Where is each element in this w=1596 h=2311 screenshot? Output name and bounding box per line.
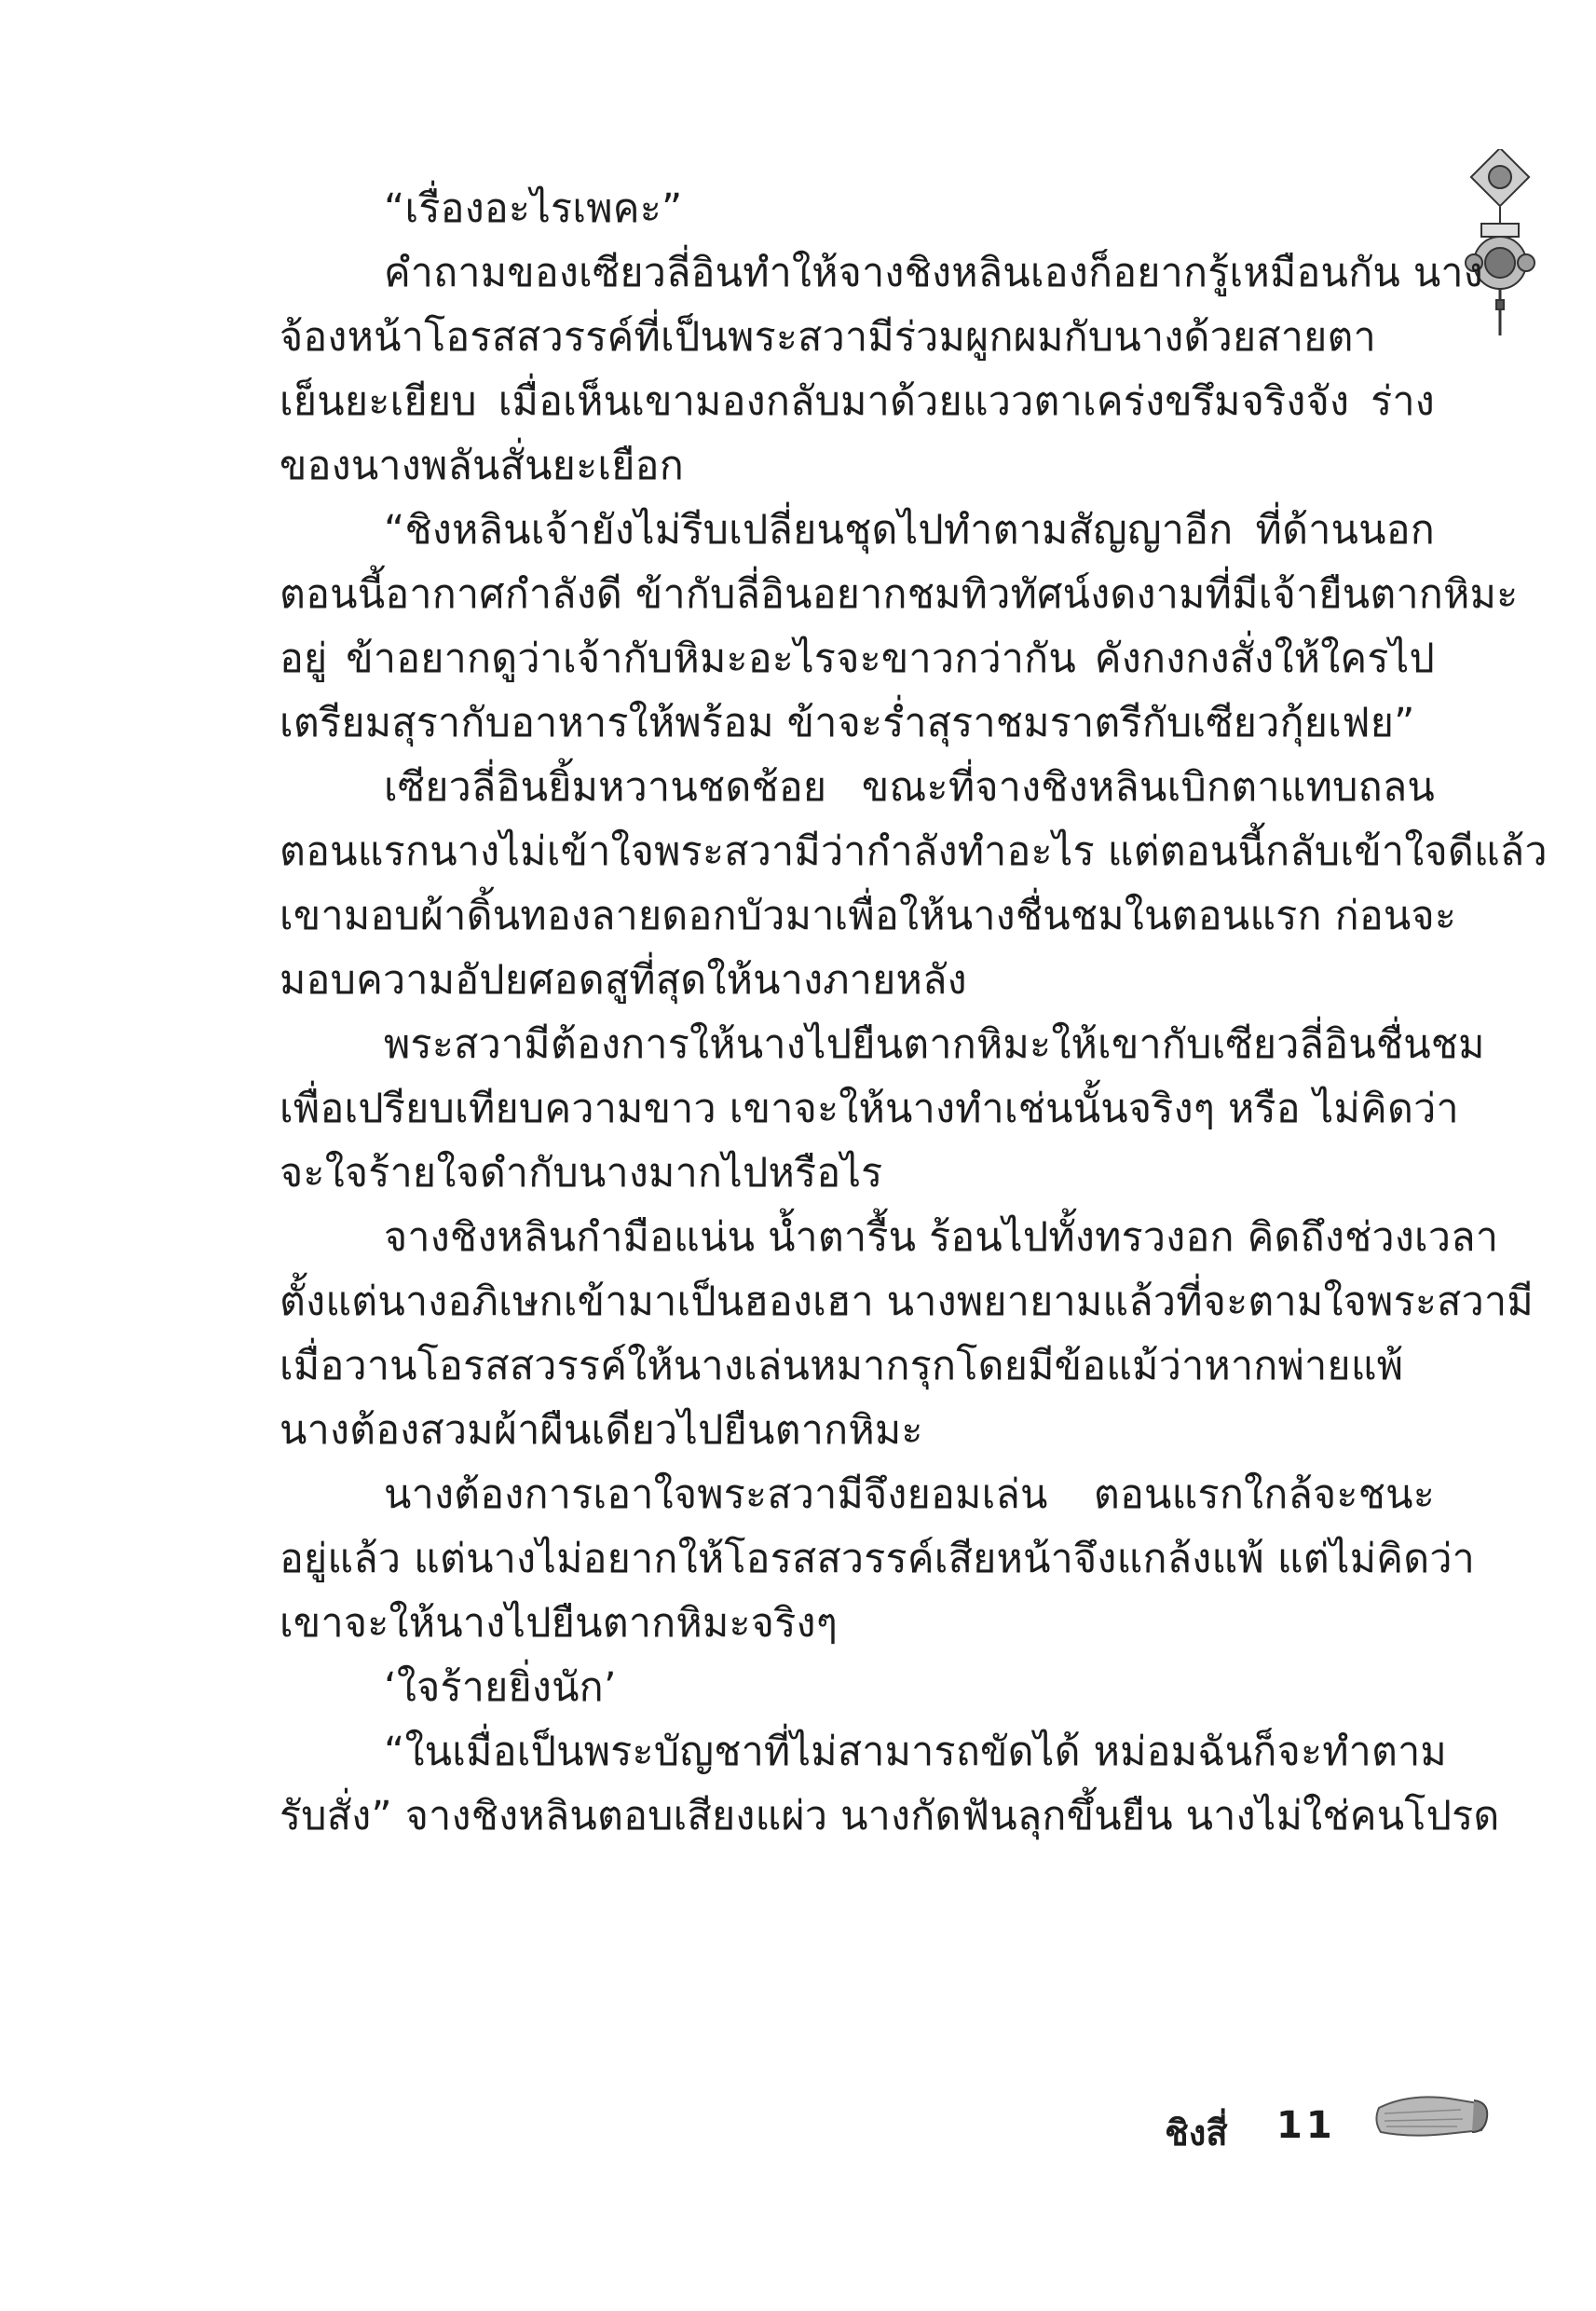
- body-text: [280, 177, 1548, 1849]
- page-footer: [1165, 2097, 1463, 2171]
- text-line: เย็นยะเยียบ เมื่อเห็นเขามองกลับมาด้วยแววตาเคร่งขรึมจริงจัง ร่าง: [280, 378, 1435, 425]
- text-line: “ชิงหลินเจ้ายังไม่รีบเปลี่ยนชุดไปทำตามสัญญาอีก ที่ด้านนอก: [384, 507, 1435, 554]
- scroll-icon: [1371, 2080, 1493, 2154]
- text-line: คำถามของเซียวลี่อินทำให้จางชิงหลินเองก็อยากรู้เหมือนกัน นาง: [384, 250, 1483, 296]
- text-line: เตรียมสุรากับอาหารให้พร้อม ข้าจะร่ำสุราชมราตรีกับเซียวกุ้ยเฟย”: [280, 700, 1415, 746]
- text-line: มอบความอัปยศอดสูที่สุดให้นางภายหลัง: [280, 957, 967, 1004]
- text-line: เขาจะให้นางไปยืนตากหิมะจริงๆ: [280, 1600, 838, 1647]
- text-line: “เรื่องอะไรเพคะ”: [384, 185, 683, 232]
- running-title: ชิงสี่: [1165, 2113, 1228, 2154]
- text-line: อยู่ ข้าอยากดูว่าเจ้ากับหิมะอะไรจะขาวกว่ากัน คังกงกงสั่งให้ใครไป: [280, 636, 1435, 682]
- page-number: 11: [1276, 2104, 1336, 2147]
- text-line: จ้องหน้าโอรสสวรรค์ที่เป็นพระสวามีร่วมผูกผมกับนางด้วยสายตา: [280, 314, 1377, 361]
- text-line: ของนางพลันสั่นยะเยือก: [280, 443, 684, 489]
- text-line: พระสวามีต้องการให้นางไปยืนตากหิมะให้เขากับเซียวลี่อินชื่นชม: [384, 1021, 1485, 1068]
- text-line: ตั้งแต่นางอภิเษกเข้ามาเป็นฮองเฮา นางพยายามแล้วที่จะตามใจพระสวามี: [280, 1279, 1534, 1325]
- text-line: นางต้องการเอาใจพระสวามีจึงยอมเล่น ตอนแรกใกล้จะชนะ: [384, 1471, 1435, 1518]
- text-line: จะใจร้ายใจดำกับนางมากไปหรือไร: [280, 1150, 883, 1197]
- text-line: เซียวลี่อินยิ้มหวานชดช้อย ขณะที่จางชิงหลินเบิกตาแทบถลน: [384, 764, 1435, 811]
- text-line: อยู่แล้ว แต่นางไม่อยากให้โอรสสวรรค์เสียหน้าจึงแกล้งแพ้ แต่ไม่คิดว่า: [280, 1536, 1476, 1582]
- text-line: ‘ใจร้ายยิ่งนัก’: [384, 1664, 617, 1711]
- text-line: เขามอบผ้าดิ้นทองลายดอกบัวมาเพื่อให้นางชื่นชมในตอนแรก ก่อนจะ: [280, 893, 1457, 939]
- text-line: เพื่อเปรียบเทียบความขาว เขาจะให้นางทำเช่นนั้นจริงๆ หรือ ไม่คิดว่า: [280, 1086, 1459, 1132]
- text-line: รับสั่ง” จางชิงหลินตอบเสียงแผ่ว นางกัดฟันลุกขึ้นยืน นางไม่ใช่คนโปรด: [280, 1793, 1500, 1839]
- text-line: เมื่อวานโอรสสวรรค์ให้นางเล่นหมากรุกโดยมีข้อแม้ว่าหากพ่ายแพ้: [280, 1343, 1404, 1389]
- text-line: นางต้องสวมผ้าผืนเดียวไปยืนตากหิมะ: [280, 1407, 923, 1454]
- text-line: ตอนแรกนางไม่เข้าใจพระสวามีว่ากำลังทำอะไร แต่ตอนนี้กลับเข้าใจดีแล้ว: [280, 828, 1548, 875]
- text-line: ตอนนี้อากาศกำลังดี ข้ากับลี่อินอยากชมทิวทัศน์งดงามที่มีเจ้ายืนตากหิมะ: [280, 571, 1519, 618]
- text-line: จางชิงหลินกำมือแน่น น้ำตารื้น ร้อนไปทั้งทรวงอก คิดถึงช่วงเวลา: [384, 1214, 1499, 1261]
- text-line: “ในเมื่อเป็นพระบัญชาที่ไม่สามารถขัดได้ หม่อมฉันก็จะทำตาม: [384, 1729, 1447, 1775]
